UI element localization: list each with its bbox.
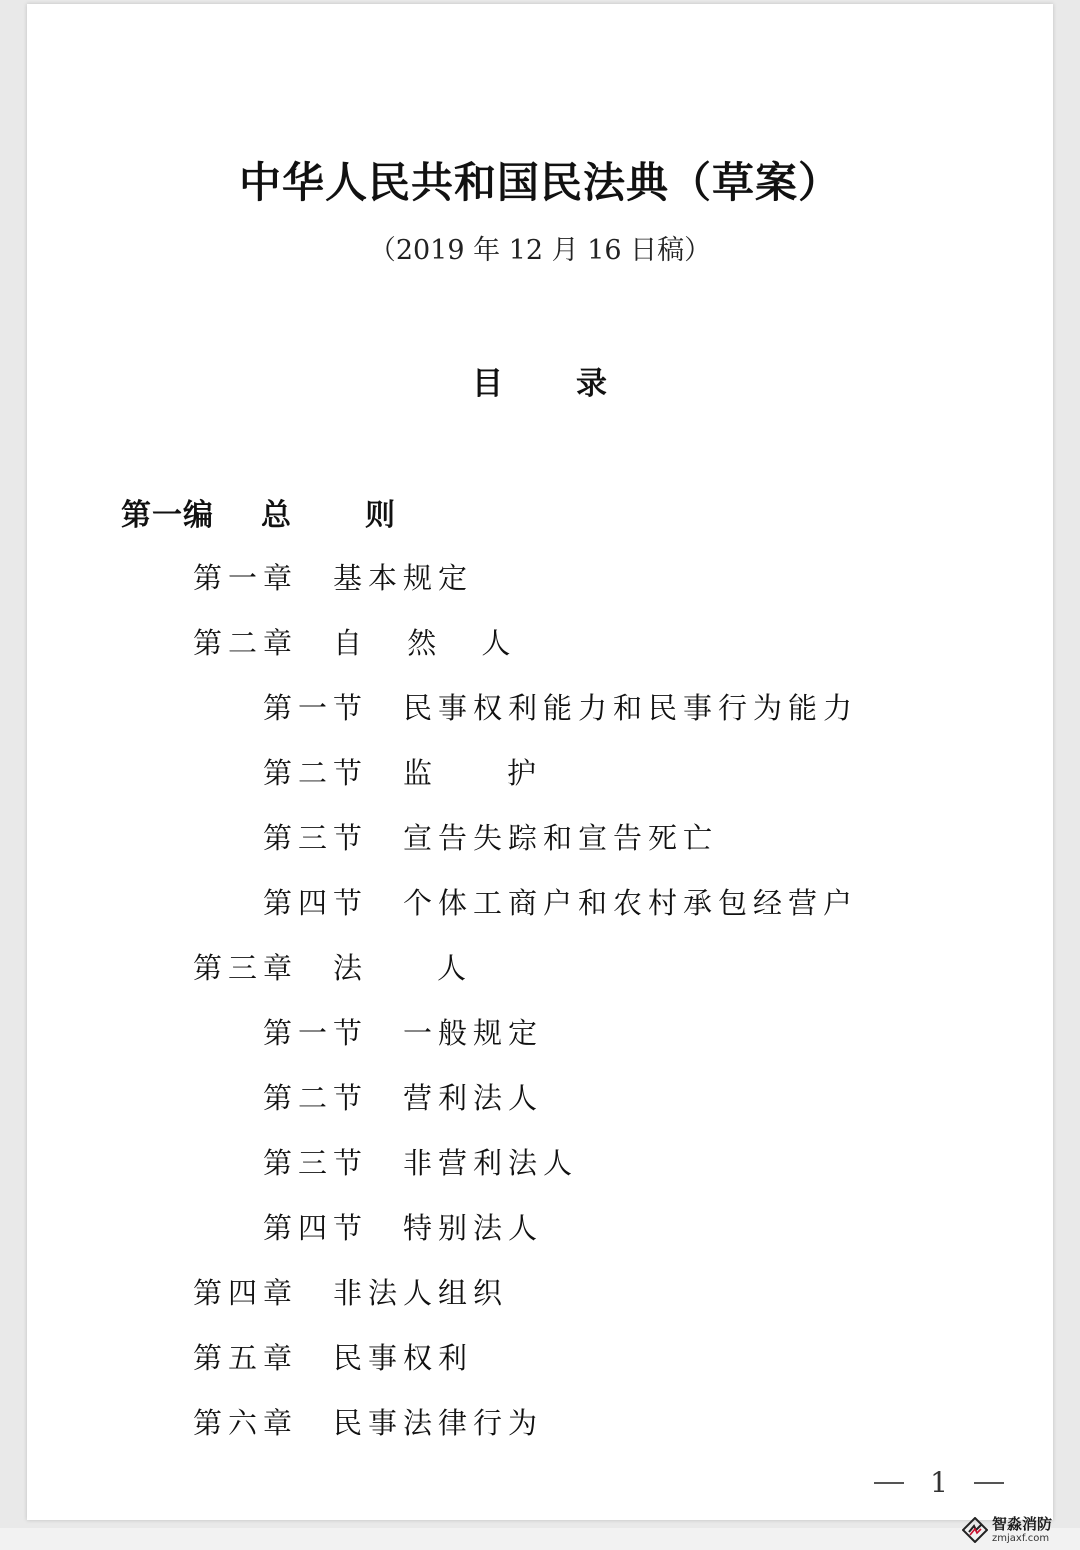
toc-heading-char-2: 录 [576,366,607,402]
toc-entry-number: 第四节 [263,886,369,920]
watermark-text [992,1514,1053,1544]
next-page-edge [0,1528,1080,1550]
toc-entry-title: 自 然 人 [333,626,529,660]
toc-entry-number: 第二节 [263,1081,369,1115]
page-number-dash-right [974,1482,1004,1484]
toc-entry-number: 第四节 [263,1211,369,1245]
toc-entry-number: 第四章 [193,1276,299,1310]
toc-entry-title: 非营利法人 [403,1146,579,1180]
toc-entry-title: 特别法人 [403,1211,544,1245]
page-number-dash-left [874,1482,904,1484]
toc-entry-number: 第二章 [193,626,299,660]
toc-entry-number: 第二节 [263,756,369,790]
toc-entry-title: 营利法人 [403,1081,544,1115]
document-subtitle: （2019 年 12 月 16 日稿） [368,235,712,266]
toc-entry-title: 一般规定 [403,1016,544,1050]
watermark-url: zmjaxf.com [992,1532,1050,1544]
toc-entry-title: 民事权利 [333,1341,474,1375]
toc-entry-title: 非法人组织 [333,1276,509,1310]
toc-entry-number: 第三节 [263,821,369,855]
toc-entry-title: 个体工商户和农村承包经营户 [403,886,859,920]
watermark [962,1512,1072,1548]
zmjaxf-logo-icon [962,1517,988,1543]
toc-entry-number: 第三节 [263,1146,369,1180]
toc-entry-number: 第一编 [121,498,214,533]
toc-heading-char-1: 目 [472,366,503,402]
toc-entry-number: 第一节 [263,1016,369,1050]
watermark-name: 智淼消防 [992,1514,1053,1533]
toc-entry-number: 第一章 [193,561,299,595]
toc-entry-title: 基本规定 [333,561,474,595]
page-number [874,1466,1004,1499]
toc-entry-number: 第五章 [193,1341,299,1375]
page-number-value: 1 [930,1466,948,1499]
toc-entry-title: 宣告失踪和宣告死亡 [403,821,719,855]
toc-entry-title: 民事权利能力和民事行为能力 [403,691,859,725]
document-title: 中华人民共和国民法典（草案） [238,158,841,207]
toc-entry-number: 第六章 [193,1406,299,1440]
toc-entry-number: 第一节 [263,691,369,725]
toc-entry-number: 第三章 [193,951,299,985]
toc-entry-title: 民事法律行为 [333,1406,544,1440]
